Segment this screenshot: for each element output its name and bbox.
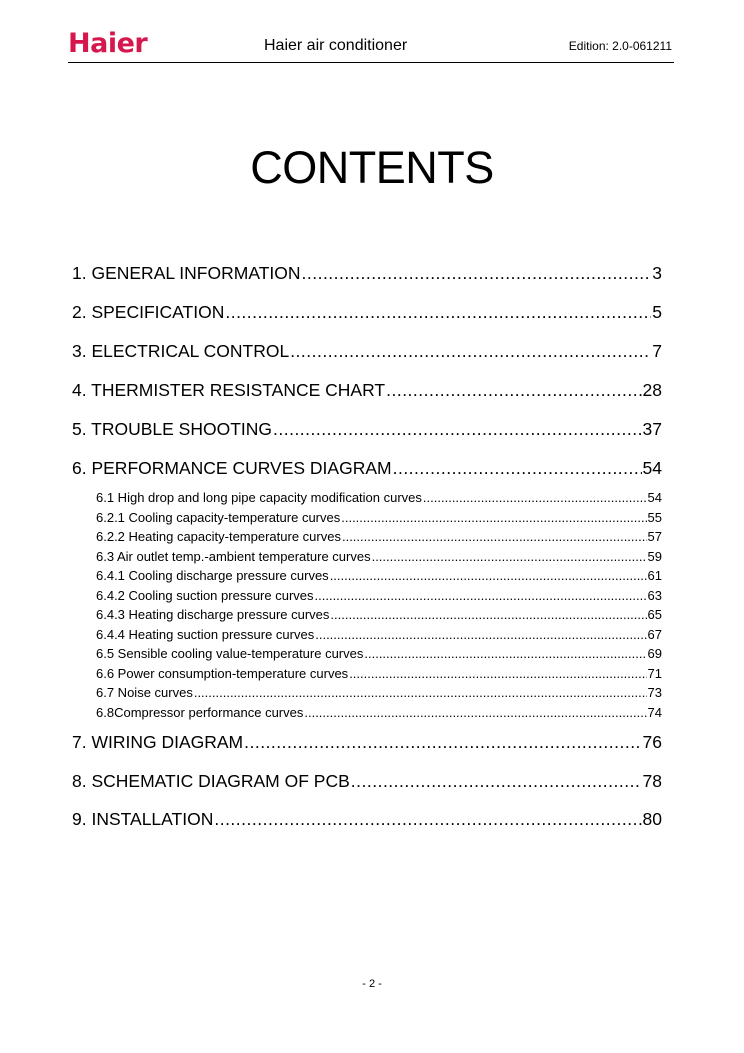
toc-subentry[interactable] (96, 645, 662, 662)
toc-entry-electrical-control[interactable] (72, 340, 662, 362)
toc-entry-page: 69 (647, 646, 662, 661)
toc-subentry[interactable] (96, 665, 662, 682)
toc-entry-page: 71 (647, 666, 662, 681)
toc-entry-page: 76 (642, 732, 662, 752)
toc-entry-label: 9. INSTALLATION (72, 809, 214, 829)
dot-leader (341, 509, 646, 526)
toc-entry-page: 54 (647, 490, 662, 505)
toc-entry-label: 6.3 Air outlet temp.-ambient temperature curves (96, 549, 371, 564)
dot-leader (302, 262, 652, 284)
dot-leader (315, 626, 646, 643)
edition-label: Edition: 2.0-061211 (568, 39, 672, 53)
dot-leader (364, 645, 646, 662)
toc-entry-page: 74 (647, 705, 662, 720)
toc-entry-wiring-diagram[interactable] (72, 731, 662, 753)
dot-leader (372, 548, 647, 565)
toc-entry-label: 5. TROUBLE SHOOTING (72, 419, 272, 439)
toc-entry-page: 78 (642, 771, 662, 791)
dot-leader (330, 567, 647, 584)
dot-leader (386, 379, 641, 401)
toc-entry-label: 4. THERMISTER RESISTANCE CHART (72, 380, 386, 400)
toc-entry-specification[interactable] (72, 301, 662, 323)
toc-entry-general-information[interactable] (72, 262, 662, 284)
toc-subentry[interactable] (96, 548, 662, 565)
page-header (68, 28, 676, 64)
page-number: - 2 - (362, 978, 382, 990)
haier-logo: Haier (68, 28, 148, 59)
toc-entry-label: 6.2.1 Cooling capacity-temperature curves (96, 510, 341, 525)
toc-entry-label: 6.7 Noise curves (96, 685, 193, 700)
toc-subentry[interactable] (96, 626, 662, 643)
toc-entry-page: 37 (642, 419, 662, 439)
toc-entry-label: 6.4.3 Heating discharge pressure curves (96, 607, 330, 622)
toc-entry-page: 73 (647, 685, 662, 700)
toc-entry-label: 7. WIRING DIAGRAM (72, 732, 244, 752)
toc-entry-label: 6.5 Sensible cooling value-temperature curves (96, 646, 364, 661)
toc-entry-label: 6.6 Power consumption-temperature curves (96, 666, 349, 681)
dot-leader (273, 418, 642, 440)
dot-leader (244, 731, 641, 753)
toc-entry-installation[interactable] (72, 808, 662, 830)
toc-subentry[interactable] (96, 528, 662, 545)
dot-leader (330, 606, 646, 623)
dot-leader (214, 808, 641, 830)
toc-entry-page: 5 (652, 302, 662, 322)
toc-entry-label: 8. SCHEMATIC DIAGRAM OF PCB (72, 771, 350, 791)
toc-entry-label: 6.4.1 Cooling discharge pressure curves (96, 568, 329, 583)
toc-entry-label: 1. GENERAL INFORMATION (72, 263, 301, 283)
toc-subentry[interactable] (96, 684, 662, 701)
toc-entry-label: 3. ELECTRICAL CONTROL (72, 341, 290, 361)
toc-entry-label: 6.1 High drop and long pipe capacity modification curves (96, 490, 422, 505)
toc-entry-label: 6.4.4 Heating suction pressure curves (96, 627, 315, 642)
toc-entry-page: 61 (647, 568, 662, 583)
dot-leader (290, 340, 651, 362)
dot-leader (315, 587, 647, 604)
document-title: Haier air conditioner (264, 37, 408, 54)
toc-entry-page: 54 (642, 458, 662, 478)
dot-leader (351, 770, 642, 792)
toc-entry-page: 55 (647, 510, 662, 525)
dot-leader (304, 704, 646, 721)
toc-entry-trouble-shooting[interactable] (72, 418, 662, 440)
toc-entry-page: 80 (642, 809, 662, 829)
dot-leader (349, 665, 646, 682)
dot-leader (423, 489, 647, 506)
toc-entry-page: 57 (647, 529, 662, 544)
toc-entry-label: 6.4.2 Cooling suction pressure curves (96, 588, 314, 603)
dot-leader (393, 457, 642, 479)
toc-subentry[interactable] (96, 587, 662, 604)
toc-entry-page: 7 (652, 341, 662, 361)
dot-leader (342, 528, 647, 545)
toc-subentry[interactable] (96, 606, 662, 623)
toc-entry-label: 6.2.2 Heating capacity-temperature curves (96, 529, 341, 544)
toc-subentry[interactable] (96, 489, 662, 506)
toc-entry-page: 67 (647, 627, 662, 642)
toc-entry-page: 59 (647, 549, 662, 564)
header-divider (68, 62, 674, 63)
toc-entry-label: 6. PERFORMANCE CURVES DIAGRAM (72, 458, 392, 478)
toc-entry-page: 63 (647, 588, 662, 603)
toc-entry-page: 28 (642, 380, 662, 400)
toc-entry-page: 65 (647, 607, 662, 622)
toc-subentry[interactable] (96, 567, 662, 584)
toc-subentry[interactable] (96, 704, 662, 721)
toc-subentry[interactable] (96, 509, 662, 526)
toc-entry-label: 6.8Compressor performance curves (96, 705, 304, 720)
toc-entry-schematic-diagram-of-pcb[interactable] (72, 770, 662, 792)
page-title: CONTENTS (250, 142, 494, 193)
dot-leader (194, 684, 647, 701)
dot-leader (225, 301, 651, 323)
toc-entry-label: 2. SPECIFICATION (72, 302, 225, 322)
toc-entry-page: 3 (652, 263, 662, 283)
toc-entry-thermister-resistance-chart[interactable] (72, 379, 662, 401)
toc-entry-performance-curves-diagram[interactable] (72, 457, 662, 479)
